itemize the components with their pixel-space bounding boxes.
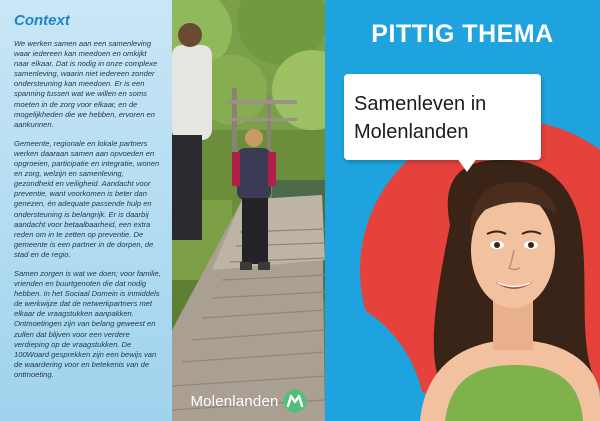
bubble-line-2: Molenlanden [354, 121, 469, 143]
context-title: Context [14, 12, 70, 29]
cover-panel [325, 0, 600, 421]
molenlanden-m-logo-icon [283, 389, 307, 413]
speech-bubble [344, 74, 541, 160]
context-paragraph-1: We werken samen aan een samenleving waar iedereen kan meedoen en omkijkt naar elkaar. Dat is nodig in onze complexe samenleving, waarin niet iedereen zonder ondersteuning kan meedoen. Er is een spanning tussen wat we willen en soms moeten in de zorg voor elkaar, en de mogelijkheden die we hebben, ervoren en aankunnen. [14, 39, 158, 129]
cover-title: PITTIG THEMA [371, 20, 554, 48]
cartoon-woman-illustration [325, 0, 600, 421]
boardwalk-photo-illustration [172, 0, 325, 421]
context-panel [0, 0, 172, 421]
boardwalk-photo [172, 0, 325, 421]
bubble-line-1: Samenleven in [354, 93, 487, 115]
context-paragraph-2: Gemeente, regionale en lokale partners werken daaraan samen aan opvoeden en opgroeien, participatie en integratie, wonen en zorg, welzijn en samenleving, gezondheid en veiligheid. Aandacht voor preventie, want voorkomen is beter dan genezen, én adequate passende hulp en ondersteuning is belangrijk. Er is daarbij aandacht voor betaalbaarheid, een extra reden om in te zetten op preventie. De gemeente is een partner in de dorpen, de stad en de regio. [14, 138, 160, 259]
speech-bubble-tail [457, 158, 477, 172]
context-paragraph-3: Samen zorgen is wat we doen; voor familie, vrienden en buurtgenoten die dat nodig hebben. In het Sociaal Domein is inmiddels de werkwijze dat de netwerkpartners met elkaar de vraagstukken aanpakken. Ontmoetingen zijn van belang geweest en zullen dat blijven voor een verdere verdieping op de vraagstukken. De 100Woard gesprekken zijn een bewijs van de waardering voor en betekenis van de ontmoeting. [14, 268, 161, 379]
logo-wordmark: Molenlanden [190, 392, 279, 410]
molenlanden-logo [172, 381, 325, 421]
